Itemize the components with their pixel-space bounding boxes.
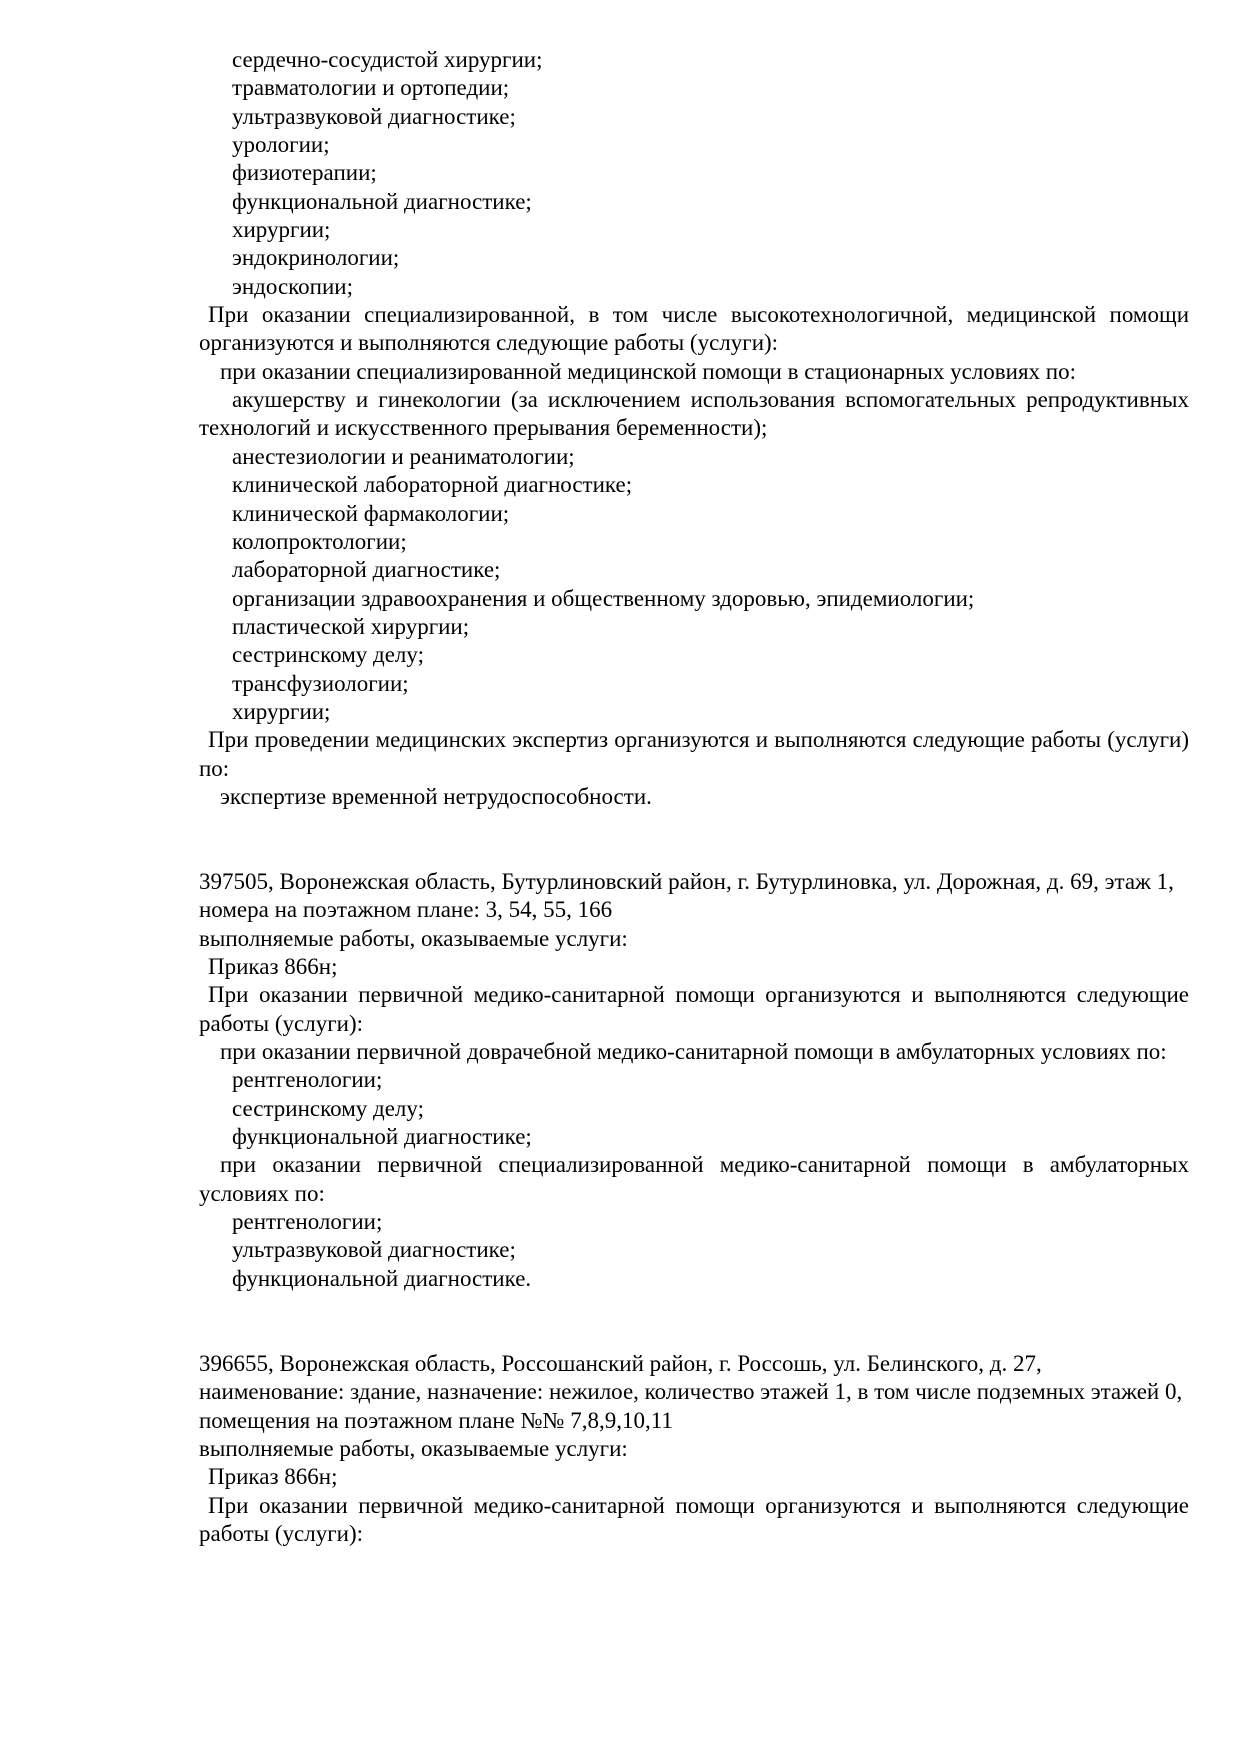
paragraph: При проведении медицинских экспертиз организуются и выполняются следующие работы (услуги) по: xyxy=(199,727,1189,781)
paragraph: трансфузиологии; xyxy=(232,670,409,696)
paragraph: травматологии и ортопедии; xyxy=(232,75,510,101)
paragraph: акушерству и гинекологии (за исключением использования вспомогательных репродуктивных технологий и искусственного прерывания беременности); xyxy=(199,387,1189,441)
paragraph: сестринскому делу; xyxy=(232,1095,424,1121)
section-specialized-care-continuation xyxy=(199,46,1189,811)
paragraph: урологии; xyxy=(232,132,330,158)
paragraph: хирургии; xyxy=(232,698,331,724)
paragraph: лабораторной диагностике; xyxy=(232,557,501,583)
paragraph: 396655, Воронежская область, Россошанский район, г. Россошь, ул. Белинского, д. 27, наименование: здание, назначение: нежилое, количество этажей 1, в том числе подземных этажей 0, помещения на поэтажном плане №№ 7,8,9,10,11 xyxy=(199,1350,1183,1433)
paragraph: пластической хирургии; xyxy=(232,613,470,639)
paragraph: эндокринологии; xyxy=(232,245,400,271)
paragraph: выполняемые работы, оказываемые услуги: xyxy=(199,925,628,951)
paragraph: При оказании первичной медико-санитарной помощи организуются и выполняются следующие работы (услуги): xyxy=(199,1492,1189,1546)
paragraph: рентгенологии; xyxy=(232,1067,383,1093)
paragraph: При оказании первичной медико-санитарной помощи организуются и выполняются следующие работы (услуги): xyxy=(199,982,1189,1036)
paragraph: рентгенологии; xyxy=(232,1209,383,1235)
section-address-rossosh xyxy=(199,1350,1189,1548)
paragraph: функциональной диагностике. xyxy=(232,1265,532,1291)
paragraph: при оказании первичной доврачебной медико-санитарной помощи в амбулаторных условиях по: xyxy=(220,1039,1167,1065)
paragraph: при оказании специализированной медицинской помощи в стационарных условиях по: xyxy=(220,358,1076,384)
section-address-buturlinovka xyxy=(199,868,1189,1293)
paragraph: функциональной диагностике; xyxy=(232,188,532,214)
paragraph: экспертизе временной нетрудоспособности. xyxy=(220,783,652,809)
paragraph: при оказании первичной специализированной медико-санитарной помощи в амбулаторных условиях по: xyxy=(199,1152,1189,1206)
paragraph: эндоскопии; xyxy=(232,273,353,299)
paragraph: 397505, Воронежская область, Бутурлиновский район, г. Бутурлиновка, ул. Дорожная, д. 69, этаж 1, номера на поэтажном плане: 3, 54, 55, 166 xyxy=(199,868,1180,923)
paragraph: ультразвуковой диагностике; xyxy=(232,1237,516,1263)
paragraph: ультразвуковой диагностике; xyxy=(232,103,516,129)
paragraph: выполняемые работы, оказываемые услуги: xyxy=(199,1435,628,1461)
paragraph: хирургии; xyxy=(232,217,331,243)
paragraph: физиотерапии; xyxy=(232,160,377,186)
paragraph: Приказ 866н; xyxy=(208,1464,338,1490)
paragraph: сердечно-сосудистой хирургии; xyxy=(232,47,543,72)
paragraph: функциональной диагностике; xyxy=(232,1124,532,1150)
paragraph: колопроктологии; xyxy=(232,528,407,554)
paragraph: сестринскому делу; xyxy=(232,642,424,668)
paragraph: Приказ 866н; xyxy=(208,954,338,979)
paragraph: клинической лабораторной диагностике; xyxy=(232,472,633,498)
paragraph: При оказании специализированной, в том числе высокотехнологичной, медицинской помощи организуются и выполняются следующие работы (услуги): xyxy=(199,302,1189,356)
paragraph: анестезиологии и реаниматологии; xyxy=(232,443,575,469)
paragraph: организации здравоохранения и общественному здоровью, эпидемиологии; xyxy=(232,585,975,611)
paragraph: клинической фармакологии; xyxy=(232,500,510,526)
